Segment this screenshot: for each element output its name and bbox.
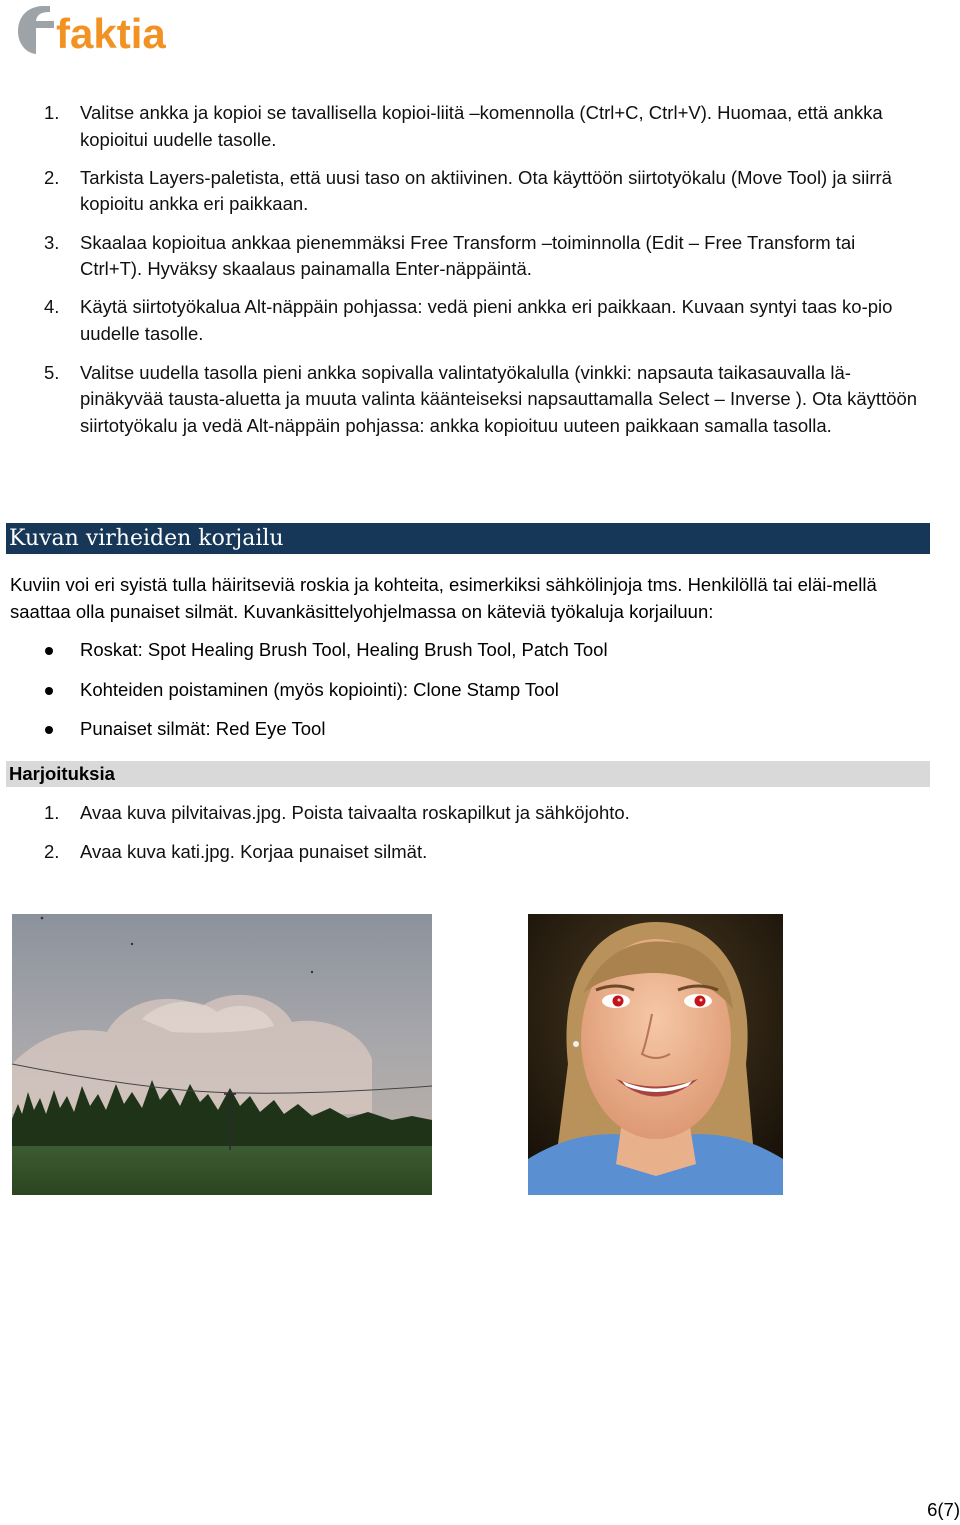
item-text: Käytä siirtotyökalua Alt-näppäin pohjassa: vedä pieni ankka eri paikkaan. Kuvaan syntyi taas ko-pio uudelle tasolle. — [80, 296, 893, 344]
list-item — [0, 800, 922, 839]
logo-wordmark: faktia — [56, 10, 166, 56]
faktia-logo — [16, 4, 208, 56]
section-paragraph: Kuviin voi eri syistä tulla häiritseviä roskia ja kohteita, esimerkiksi sähkölinjoja tms. Henkilöllä tai eläi-mellä saattaa olla punaiset silmät. Kuvankäsittelyohjelmassa on käteviä työkaluja korjailuun: — [10, 574, 877, 622]
bullet-item — [0, 677, 608, 717]
item-number: 2. — [44, 840, 60, 862]
item-number: 2. — [44, 166, 60, 188]
bullet-text: Kohteiden poistaminen (myös kopiointi): Clone Stamp Tool — [80, 678, 559, 700]
tool-bullet-list — [0, 637, 608, 756]
instruction-list — [0, 100, 922, 466]
section-heading: Kuvan virheiden korjailu — [6, 523, 930, 554]
page-number: 6(7) — [927, 1499, 960, 1520]
bullet-icon — [45, 647, 53, 655]
bullet-item — [0, 716, 608, 756]
exercise-list — [0, 800, 922, 877]
item-text: Valitse uudella tasolla pieni ankka sopivalla valintatyökalulla (vinkki: napsauta taikasauvalla lä-pinäkyvää tausta-aluetta ja muuta valinta käänteiseksi napsauttamalla Select – Inverse ). Ota käyttöön siirtotyökalu ja vedä Alt-näppäin pohjassa: ankka kopioituu uuteen paikkaan samalla tasolla. — [80, 361, 918, 436]
exercises-heading: Harjoituksia — [6, 761, 930, 787]
sky-photo — [12, 914, 432, 1195]
bullet-text: Roskat: Spot Healing Brush Tool, Healing Brush Tool, Patch Tool — [80, 639, 608, 660]
item-number: 5. — [44, 361, 60, 383]
item-number: 1. — [44, 802, 60, 823]
bullet-icon — [45, 726, 53, 734]
bullet-icon — [45, 687, 53, 695]
item-text: Skaalaa kopioitua ankkaa pienemmäksi Free Transform –toiminnolla (Edit – Free Transform tai Ctrl+T). Hyväksy skaalaus painamalla Enter-näppäintä. — [80, 231, 856, 279]
list-item — [0, 839, 922, 878]
list-item — [0, 230, 922, 295]
item-text: Avaa kuva kati.jpg. Korjaa punaiset silmät. — [80, 840, 428, 862]
bullet-item — [0, 637, 608, 677]
item-number: 1. — [44, 102, 60, 123]
list-item — [0, 100, 922, 165]
logo-mark — [18, 6, 54, 54]
item-text: Valitse ankka ja kopioi se tavallisella kopioi-liitä –komennolla (Ctrl+C, Ctrl+V). Huomaa, että ankka kopioitui uudelle tasolle. — [80, 102, 883, 150]
item-number: 3. — [44, 231, 60, 253]
item-text: Tarkista Layers-paletista, että uusi taso on aktiivinen. Ota käyttöön siirtotyökalu (Move Tool) ja siirrä kopioitu ankka eri paikkaan. — [80, 166, 892, 214]
list-item — [0, 360, 922, 466]
portrait-photo — [528, 914, 783, 1195]
item-text: Avaa kuva pilvitaivas.jpg. Poista taivaalta roskapilkut ja sähköjohto. — [80, 802, 630, 823]
item-number: 4. — [44, 296, 60, 317]
bullet-text: Punaiset silmät: Red Eye Tool — [80, 718, 326, 739]
list-item — [0, 294, 922, 360]
list-item — [0, 165, 922, 230]
